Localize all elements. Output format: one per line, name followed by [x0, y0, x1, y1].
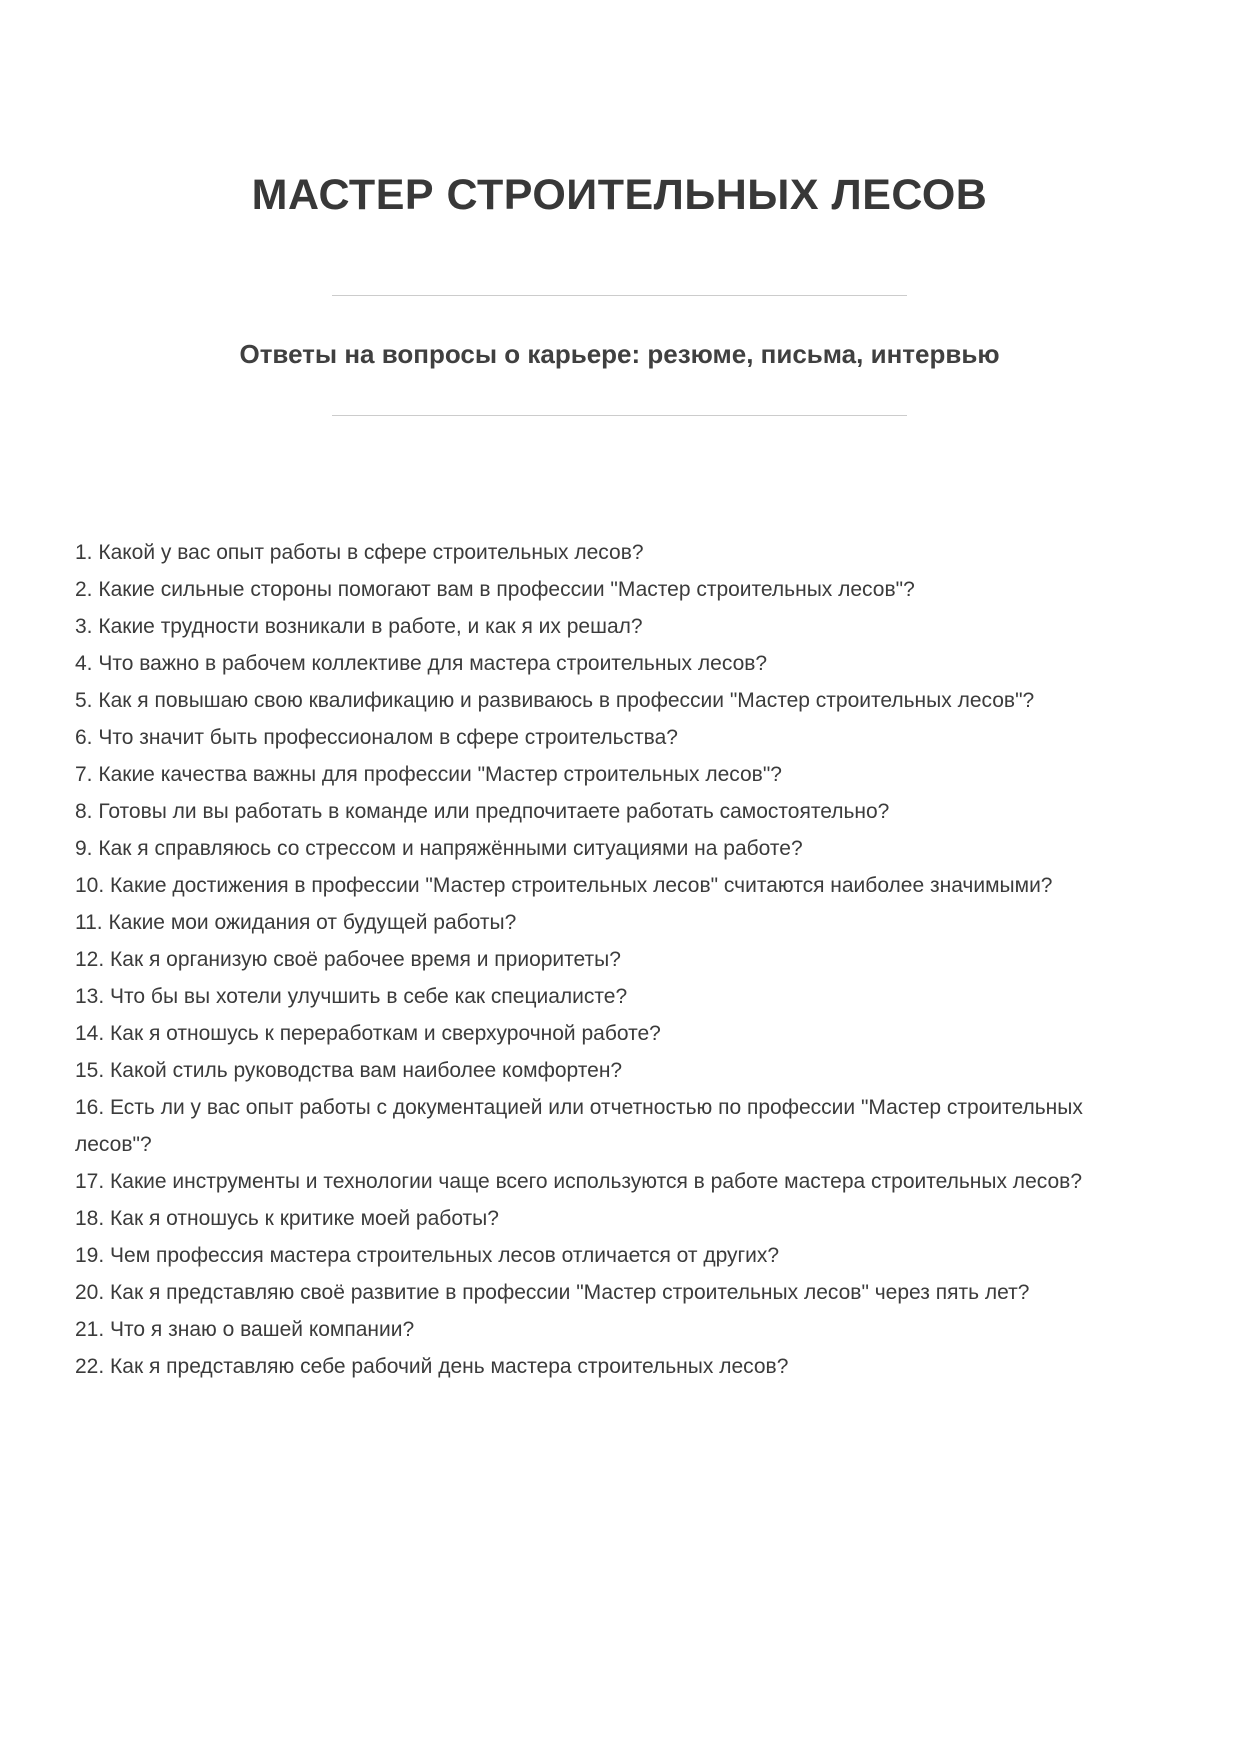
question-item: 11. Какие мои ожидания от будущей работы? [75, 911, 517, 935]
question-item: 13. Что бы вы хотели улучшить в себе как специалисте? [75, 985, 628, 1009]
question-item: 2. Какие сильные стороны помогают вам в профессии "Мастер строительных лесов"? [75, 578, 915, 602]
page-subtitle: Ответы на вопросы о карьере: резюме, письма, интервью [239, 338, 1000, 369]
question-item: 9. Как я справляюсь со стрессом и напряжёнными ситуациями на работе? [75, 837, 803, 861]
question-item: 17. Какие инструменты и технологии чаще всего используются в работе мастера строительных лесов? [75, 1170, 1082, 1194]
question-item: 22. Как я представляю себе рабочий день мастера строительных лесов? [75, 1355, 789, 1379]
question-item: 4. Что важно в рабочем коллективе для мастера строительных лесов? [75, 652, 768, 676]
question-item: 19. Чем профессия мастера строительных лесов отличается от других? [75, 1244, 780, 1268]
question-item: 1. Какой у вас опыт работы в сфере строительных лесов? [75, 541, 644, 565]
question-item: 20. Как я представляю своё развитие в профессии "Мастер строительных лесов" через пять лет? [75, 1281, 1030, 1305]
divider-top [332, 295, 907, 296]
question-item: 10. Какие достижения в профессии "Мастер строительных лесов" считаются наиболее значимыми? [75, 874, 1053, 898]
question-item: 18. Как я отношусь к критике моей работы? [75, 1207, 499, 1231]
question-item: 6. Что значит быть профессионалом в сфере строительства? [75, 726, 678, 750]
question-item: 15. Какой стиль руководства вам наиболее комфортен? [75, 1059, 623, 1083]
question-item: 3. Какие трудности возникали в работе, и как я их решал? [75, 615, 643, 639]
question-item: 8. Готовы ли вы работать в команде или предпочитаете работать самостоятельно? [75, 800, 890, 824]
question-item: 16. Есть ли у вас опыт работы с документацией или отчетностью по профессии "Мастер строительных лесов"? [75, 1096, 1083, 1157]
page-title: МАСТЕР СТРОИТЕЛЬНЫХ ЛЕСОВ [251, 171, 988, 219]
question-item: 21. Что я знаю о вашей компании? [75, 1318, 415, 1342]
divider-bottom [332, 415, 907, 416]
question-item: 7. Какие качества важны для профессии "Мастер строительных лесов"? [75, 763, 782, 787]
questions-list [0, 534, 1239, 1385]
question-item: 12. Как я организую своё рабочее время и приоритеты? [75, 948, 621, 972]
question-item: 5. Как я повышаю свою квалификацию и развиваюсь в профессии "Мастер строительных лесов"? [75, 689, 1035, 713]
question-item: 14. Как я отношусь к переработкам и сверхурочной работе? [75, 1022, 661, 1046]
